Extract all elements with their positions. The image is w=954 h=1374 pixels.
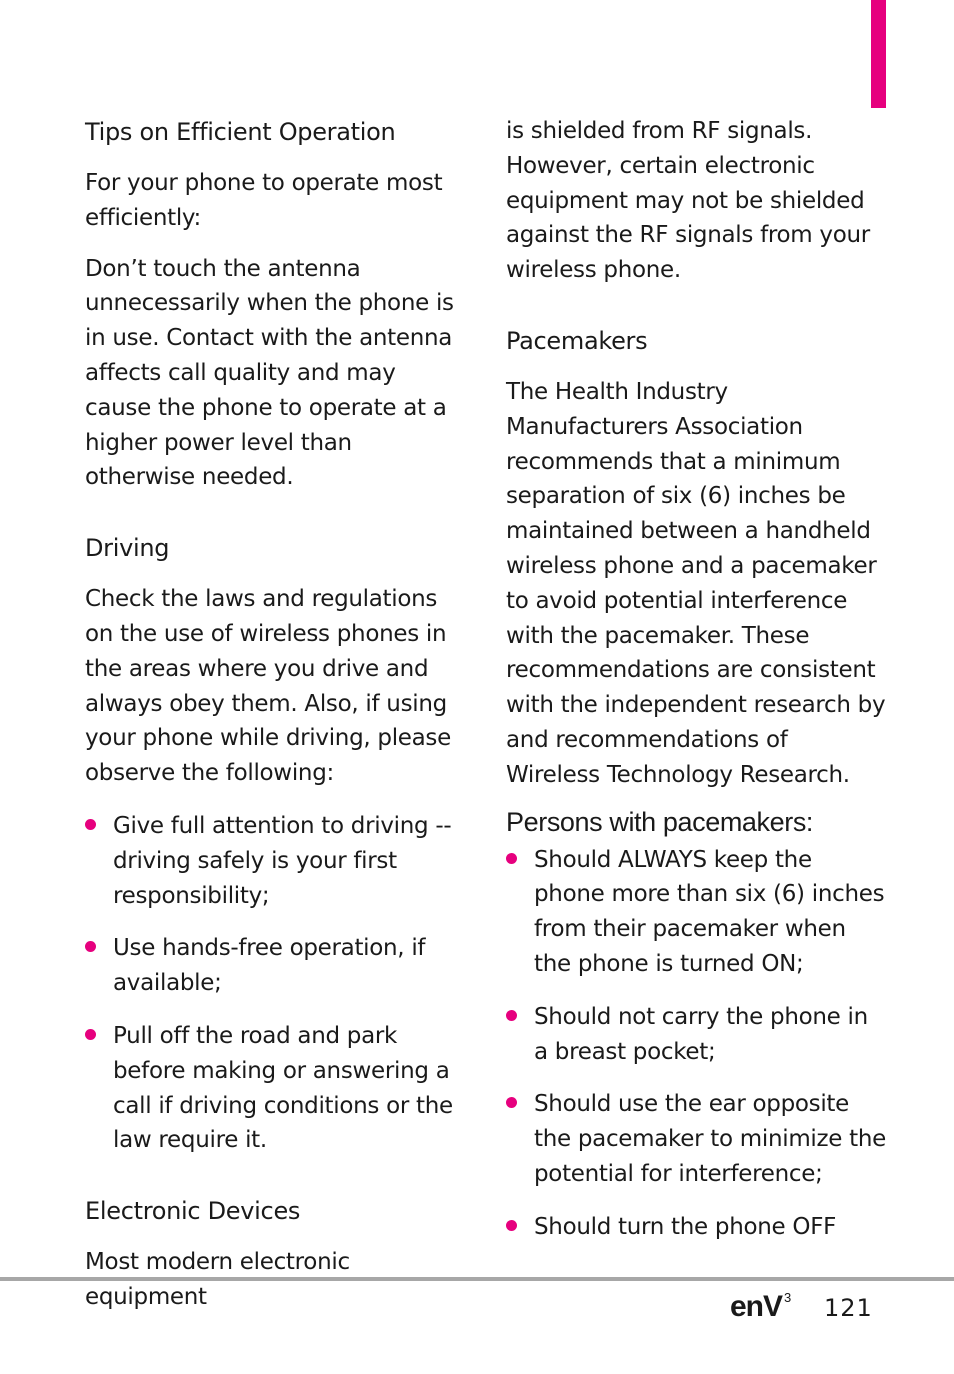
brand-logo	[730, 1290, 790, 1324]
bullet-dot-icon	[506, 853, 517, 864]
driving-heading: Driving	[85, 534, 170, 563]
list-item-text: Should not carry the phone in a breast pocket;	[534, 1003, 868, 1065]
list-item-text: Should turn the phone OFF	[534, 1213, 837, 1240]
list-item-text: Use hands-free operation, if available;	[113, 935, 426, 997]
persons-with-pacemakers-heading: Persons with pacemakers:	[506, 806, 814, 837]
left-column	[85, 114, 455, 1315]
section-tab-marker	[871, 0, 886, 108]
list-item	[85, 931, 455, 1001]
electronic-devices-heading: Electronic Devices	[85, 1197, 301, 1226]
tips-body: Don’t touch the antenna unnecessarily when the phone is in use. Contact with the antenna affects call quality and may cause the phone to operate at a higher power level than otherwise needed.	[85, 255, 454, 491]
bullet-dot-icon	[506, 1220, 517, 1231]
list-item	[506, 1000, 886, 1070]
electronic-devices-continued: is shielded from RF signals. However, certain electronic equipment may not be shielded against the RF signals from your wireless phone.	[506, 118, 870, 284]
list-item-text: Give full attention to driving -- driving safely is your first responsibility;	[113, 812, 452, 909]
bullet-dot-icon	[85, 1029, 96, 1040]
list-item-text: Should use the ear opposite the pacemaker to minimize the potential for interference;	[534, 1091, 887, 1187]
driving-body: Check the laws and regulations on the use of wireless phones in the areas where you drive and always obey them. Also, if using your phone while driving, please observe the following:	[85, 586, 451, 787]
bullet-dot-icon	[506, 1010, 517, 1021]
tips-intro: For your phone to operate most efficiently:	[85, 170, 443, 231]
list-item	[506, 1087, 886, 1191]
bullet-dot-icon	[506, 1097, 517, 1108]
brand-superscript: 3	[784, 1290, 791, 1305]
bullet-dot-icon	[85, 819, 96, 830]
persons-bullet-list	[506, 843, 886, 1245]
list-item-text: Pull off the road and park before making or answering a call if driving conditions or the law require it.	[113, 1022, 453, 1154]
driving-bullet-list	[85, 809, 455, 1158]
list-item	[506, 1210, 886, 1245]
pacemakers-heading: Pacemakers	[506, 326, 648, 355]
tips-heading: Tips on Efficient Operation	[85, 118, 396, 146]
list-item	[85, 809, 455, 913]
footer-divider	[0, 1277, 954, 1281]
bullet-dot-icon	[85, 941, 96, 952]
page-number: 121	[824, 1294, 873, 1322]
list-item	[506, 843, 886, 982]
brand-name: enV	[730, 1290, 783, 1323]
list-item-text: Should ALWAYS keep the phone more than six (6) inches from their pacemaker when the phone is turned ON;	[534, 846, 885, 977]
right-column	[506, 114, 886, 1245]
list-item	[85, 1019, 455, 1158]
pacemakers-body: The Health Industry Manufacturers Association recommends that a minimum separation of six (6) inches be maintained between a handheld wireless phone and a pacemaker to avoid potential interference with the pacemaker. These recommendations are consistent with the independent research by and recommendations of Wireless Technology Research.	[506, 378, 886, 788]
electronic-devices-body: Most modern electronic equipment	[85, 1249, 350, 1310]
